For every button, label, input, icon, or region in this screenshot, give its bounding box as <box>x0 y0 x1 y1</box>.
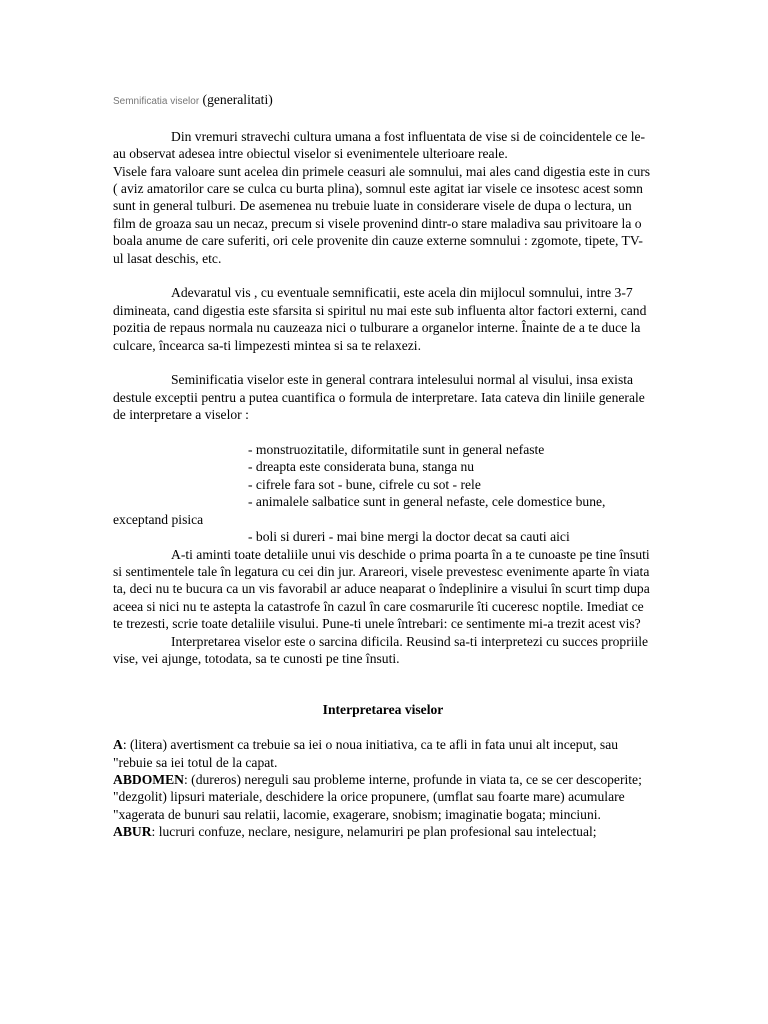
entry-term: A <box>113 737 123 753</box>
dictionary-entry <box>113 823 653 840</box>
spacer <box>113 719 653 736</box>
paragraph-remember-details: A-ti aminti toate detaliile unui vis deschide o prima poarta în a te cunoaste pe tine însuti si sentimentele tale în legatura cu cei din jur. Arareori, visele prevestesc evenimente aparte în viata ta, deci nu te bucura ca un vis favorabil ar aduce neaparat o îndeplinire a visului în scurt timp dupa aceea si nici nu te astepta la catastrofe în cazul în care cosmarurile îti cuceresc noptile. Imediat ce te trezesti, scrie toate detaliile visului. Pune-ti unele întrebari: ce sentimente mi-a trezit acest vis? <box>113 546 650 632</box>
spacer <box>113 424 653 441</box>
rule-item: - cifrele fara sot - bune, cifrele cu sot - rele <box>248 476 481 492</box>
rule-item: - animalele salbatice sunt in general nefaste, cele domestice bune, <box>248 494 606 510</box>
rule-item: - dreapta este considerata buna, stanga nu <box>248 459 475 475</box>
spacer <box>113 267 653 284</box>
paragraph-intro: Din vremuri stravechi cultura umana a fost influentata de vise si de coincidentele ce le-au observat adesea intre obiectul viselor si evenimentele ulterioare reale. <box>113 128 646 162</box>
rule-item: - monstruozitatile, diformitatile sunt in general nefaste <box>248 442 545 458</box>
spacer <box>113 354 653 371</box>
document-heading <box>113 91 653 110</box>
entry-term: ABDOMEN <box>113 771 184 787</box>
paragraph-meaning: Seminificatia viselor este in general contrara intelesului normal al visului, insa exista destule exceptii pentru a putea cuantifica o formula de interpretare. Iata cateva din liniile generale de interpretare a viselor : <box>113 372 645 423</box>
document-page <box>113 91 653 841</box>
dictionary-entries <box>113 736 653 840</box>
section-title: Interpretarea viselor <box>322 702 444 718</box>
heading-label: Semnificatia viselor <box>113 96 200 107</box>
entry-definition: : (dureros) nereguli sau probleme interne, profunde in viata ta, ce se cer descoperite; "dezgolit) lipsuri materiale, deschidere la orice propunere, (umflat sau foarte mare) acumulare "xagerata de bunuri sau relatii, lacomie, exagerare, snobism; imaginatie bogata; minciuni. <box>113 771 642 822</box>
dictionary-entry <box>113 736 653 771</box>
spacer <box>113 110 653 127</box>
paragraph-true-dream: Adevaratul vis , cu eventuale semnificatii, este acela din mijlocul somnului, intre 3-7 dimineata, cand digestia este sfarsita si spiritul nu mai este sub influenta altor factori externi, cand pozitia de repaus normala nu cauzeaza nici o tulburare a organelor interne. Înainte de a te duce la culcare, încearca sa-ti limpezesti mintea si sa te relaxezi. <box>113 285 647 353</box>
paragraph-interpretation: Interpretarea viselor este o sarcina dificila. Reusind sa-ti interpretezi cu succes propriile vise, vei ajunge, totodata, sa te cunosti pe tine însuti. <box>113 633 649 666</box>
paragraph-worthless-dreams: Visele fara valoare sunt acelea din primele ceasuri ale somnului, mai ales cand digestia este in curs ( aviz amatorilor care se culca cu burta plina), somnul este agitat iar visele ce insotesc acest somn sunt in general tulburi. De asemenea nu trebuie luate in considerare visele de dupa o lectura, un film de groaza sau un necaz, precum si visele provenind dintr-o stare maladiva sau privitoare la o boala anume de care suferiti, ori cele provenite din cauze externe somnului : zgomote, tipete, TV-ul lasat deschis, etc. <box>113 163 651 266</box>
entry-definition: : (litera) avertisment ca trebuie sa iei o noua initiativa, ca te afli in fata unui alt inceput, sau "rebuie sa iei totul de la capat. <box>113 737 619 770</box>
dictionary-entry <box>113 771 653 823</box>
rule-item-continuation: exceptand pisica <box>113 511 204 527</box>
heading-suffix: (generalitati) <box>199 92 273 107</box>
rule-item: - boli si dureri - mai bine mergi la doctor decat sa cauti aici <box>248 529 570 545</box>
spacer <box>113 667 653 701</box>
entry-term: ABUR <box>113 824 152 840</box>
entry-definition: : lucruri confuze, neclare, nesigure, nelamuriri pe plan profesional sau intelectual; <box>151 824 597 840</box>
rules-list <box>113 441 653 545</box>
